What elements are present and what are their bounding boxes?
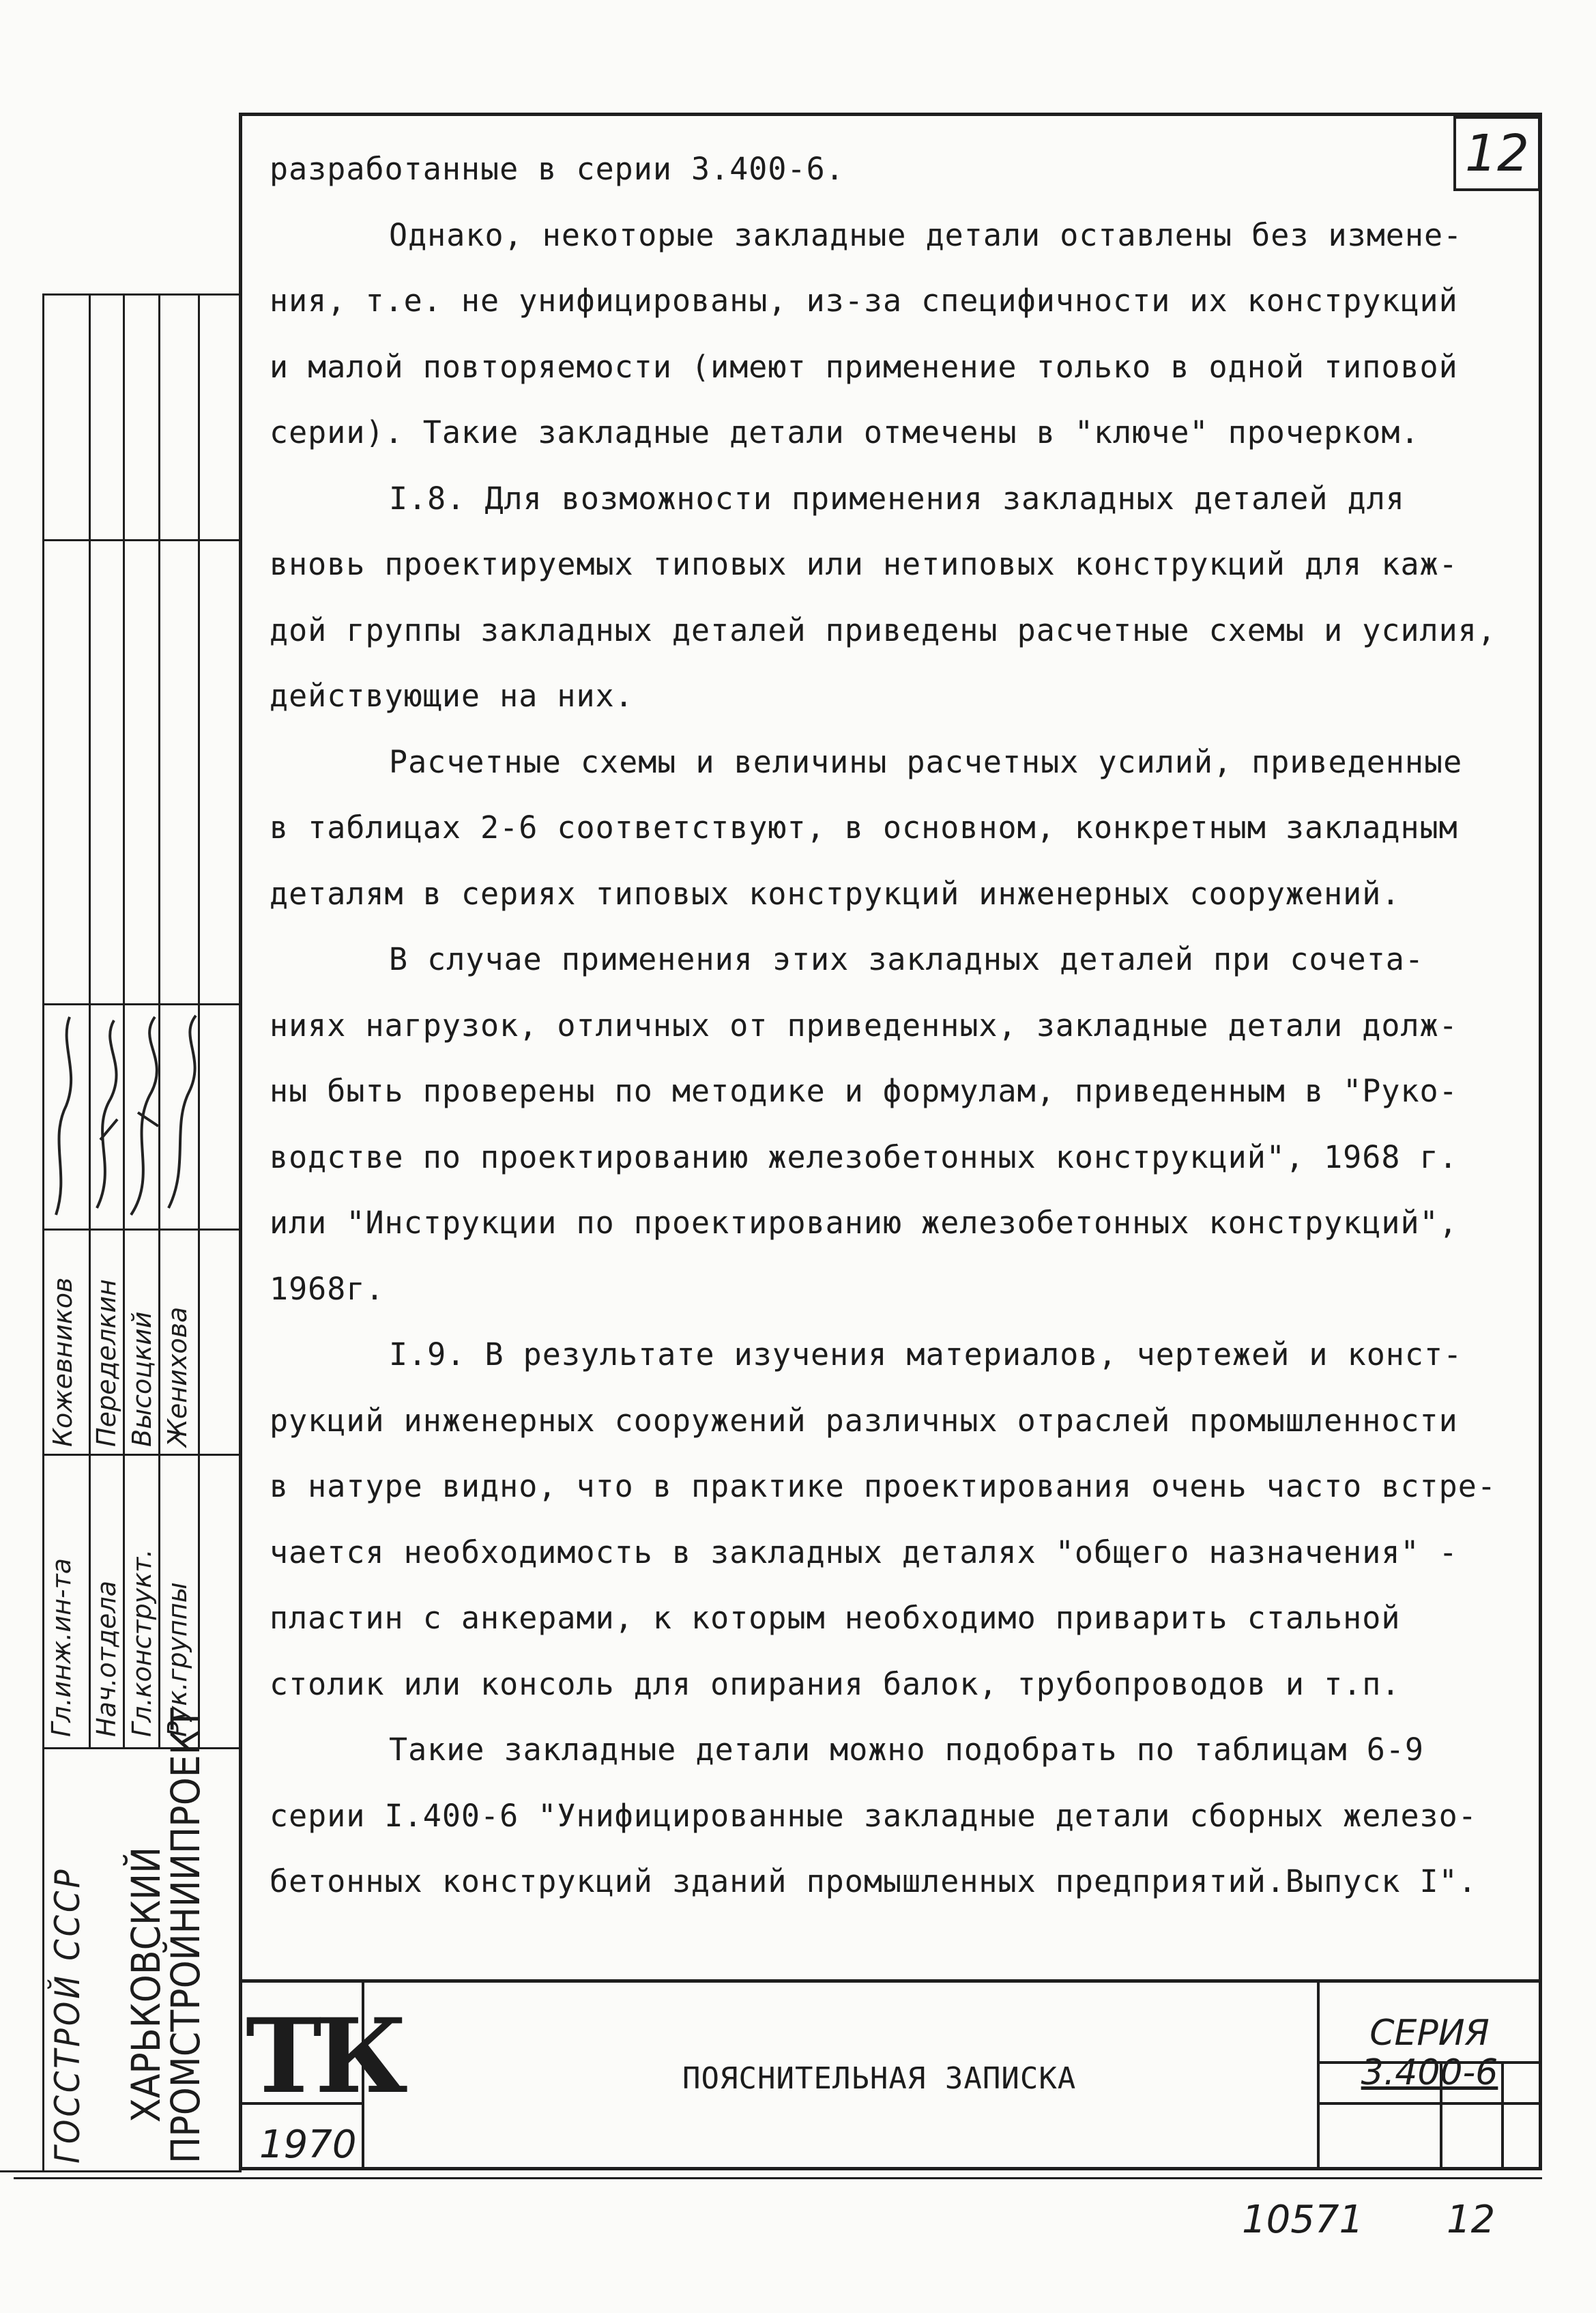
body-line: Такие закладные детали можно подобрать по таблицам 6-9 bbox=[389, 1732, 1424, 1768]
body-line: или "Инструкции по проектированию железобетонных конструкций", bbox=[270, 1205, 1458, 1241]
body-line: водстве по проектированию железобетонных конструкций", 1968 г. bbox=[270, 1138, 1458, 1175]
body-line: вновь проектируемых типовых или нетиповых конструкций для каж- bbox=[270, 546, 1458, 582]
stamp-role-3: Гл.конструкт. bbox=[127, 1549, 157, 1737]
stamp-name-2: Переделкин bbox=[91, 1279, 121, 1447]
year: 1970 bbox=[259, 2123, 357, 2167]
body-line: рукций инженерных сооружений различных отраслей промышленности bbox=[270, 1402, 1458, 1439]
body-line: Однако, некоторые закладные детали оставлены без измене- bbox=[389, 216, 1463, 253]
body-line: разработанные в серии 3.400-6. bbox=[270, 151, 845, 187]
body-line: В случае применения этих закладных деталей при сочета- bbox=[389, 941, 1424, 977]
footer-page-number: 12 bbox=[1447, 2198, 1496, 2242]
stamp-name-3: Высоцкий bbox=[127, 1311, 157, 1447]
body-line: ны быть проверены по методике и формулам, приведенным в "Руко- bbox=[270, 1073, 1458, 1109]
body-line: и малой повторяемости (имеют применение только в одной типовой bbox=[270, 348, 1458, 385]
approval-stamp bbox=[42, 293, 242, 2170]
body-line: бетонных конструкций зданий промышленных предприятий.Выпуск I". bbox=[270, 1863, 1477, 1899]
body-line: в натуре видно, что в практике проектирования очень часто встре- bbox=[270, 1468, 1496, 1504]
stamp-role-2: Нач.отдела bbox=[91, 1580, 121, 1737]
org-line-1: ГОССТРОЙ СССР bbox=[48, 1867, 87, 2164]
body-line: I.9. В результате изучения материалов, чертежей и конст- bbox=[389, 1336, 1463, 1373]
series-box bbox=[1317, 2013, 1542, 2093]
page-number-box: 12 bbox=[1453, 116, 1541, 191]
org-line-3: ПРОМСТРОЙНИИПРОЕКТ bbox=[162, 1708, 209, 2164]
stamp-name-4: Женихова bbox=[162, 1306, 192, 1447]
body-line: действующие на них. bbox=[270, 678, 634, 714]
body-line: в таблицах 2-6 соответствуют, в основном, конкретным закладным bbox=[270, 809, 1458, 846]
signature-scribbles bbox=[42, 1003, 242, 1229]
stamp-role-4: Рук.группы bbox=[162, 1582, 192, 1737]
org-line-2: ХАРЬКОВСКИЙ bbox=[123, 1846, 169, 2123]
series-number: 3.400-6 bbox=[1361, 2052, 1498, 2093]
body-line: деталям в сериях типовых конструкций инженерных сооружений. bbox=[270, 875, 1401, 912]
body-line: Расчетные схемы и величины расчетных усилий, приведенные bbox=[389, 743, 1463, 780]
body-line: серии). Такие закладные детали отмечены в "ключе" прочерком. bbox=[270, 414, 1420, 450]
body-text bbox=[270, 137, 1528, 1915]
body-line: столик или консоль для опирания балок, трубопроводов и т.п. bbox=[270, 1665, 1401, 1702]
body-line: чается необходимость в закладных деталях "общего назначения" - bbox=[270, 1534, 1458, 1570]
series-label: СЕРИЯ bbox=[1369, 2013, 1490, 2054]
tk-mark: ТК bbox=[246, 1996, 402, 2116]
body-line: серии I.400-6 "Унифицированные закладные детали сборных железо- bbox=[270, 1797, 1477, 1834]
stamp-name-1: Кожевников bbox=[48, 1277, 78, 1447]
body-line: пластин с анкерами, к которым необходимо приварить стальной bbox=[270, 1600, 1401, 1636]
body-line: 1968г. bbox=[270, 1270, 385, 1307]
body-line: I.8. Для возможности применения закладных деталей для bbox=[389, 480, 1405, 517]
stamp-role-1: Гл.инж.ин-та bbox=[46, 1557, 76, 1737]
body-line: дой группы закладных деталей приведены расчетные схемы и усилия, bbox=[270, 612, 1496, 648]
body-line: ниях нагрузок, отличных от приведенных, закладные детали долж- bbox=[270, 1007, 1458, 1044]
archive-number: 10571 bbox=[1242, 2198, 1364, 2242]
document-title: ПОЯСНИТЕЛЬНАЯ ЗАПИСКА bbox=[682, 2061, 1077, 2096]
body-line: ния, т.е. не унифицированы, из-за специфичности их конструкций bbox=[270, 283, 1458, 319]
